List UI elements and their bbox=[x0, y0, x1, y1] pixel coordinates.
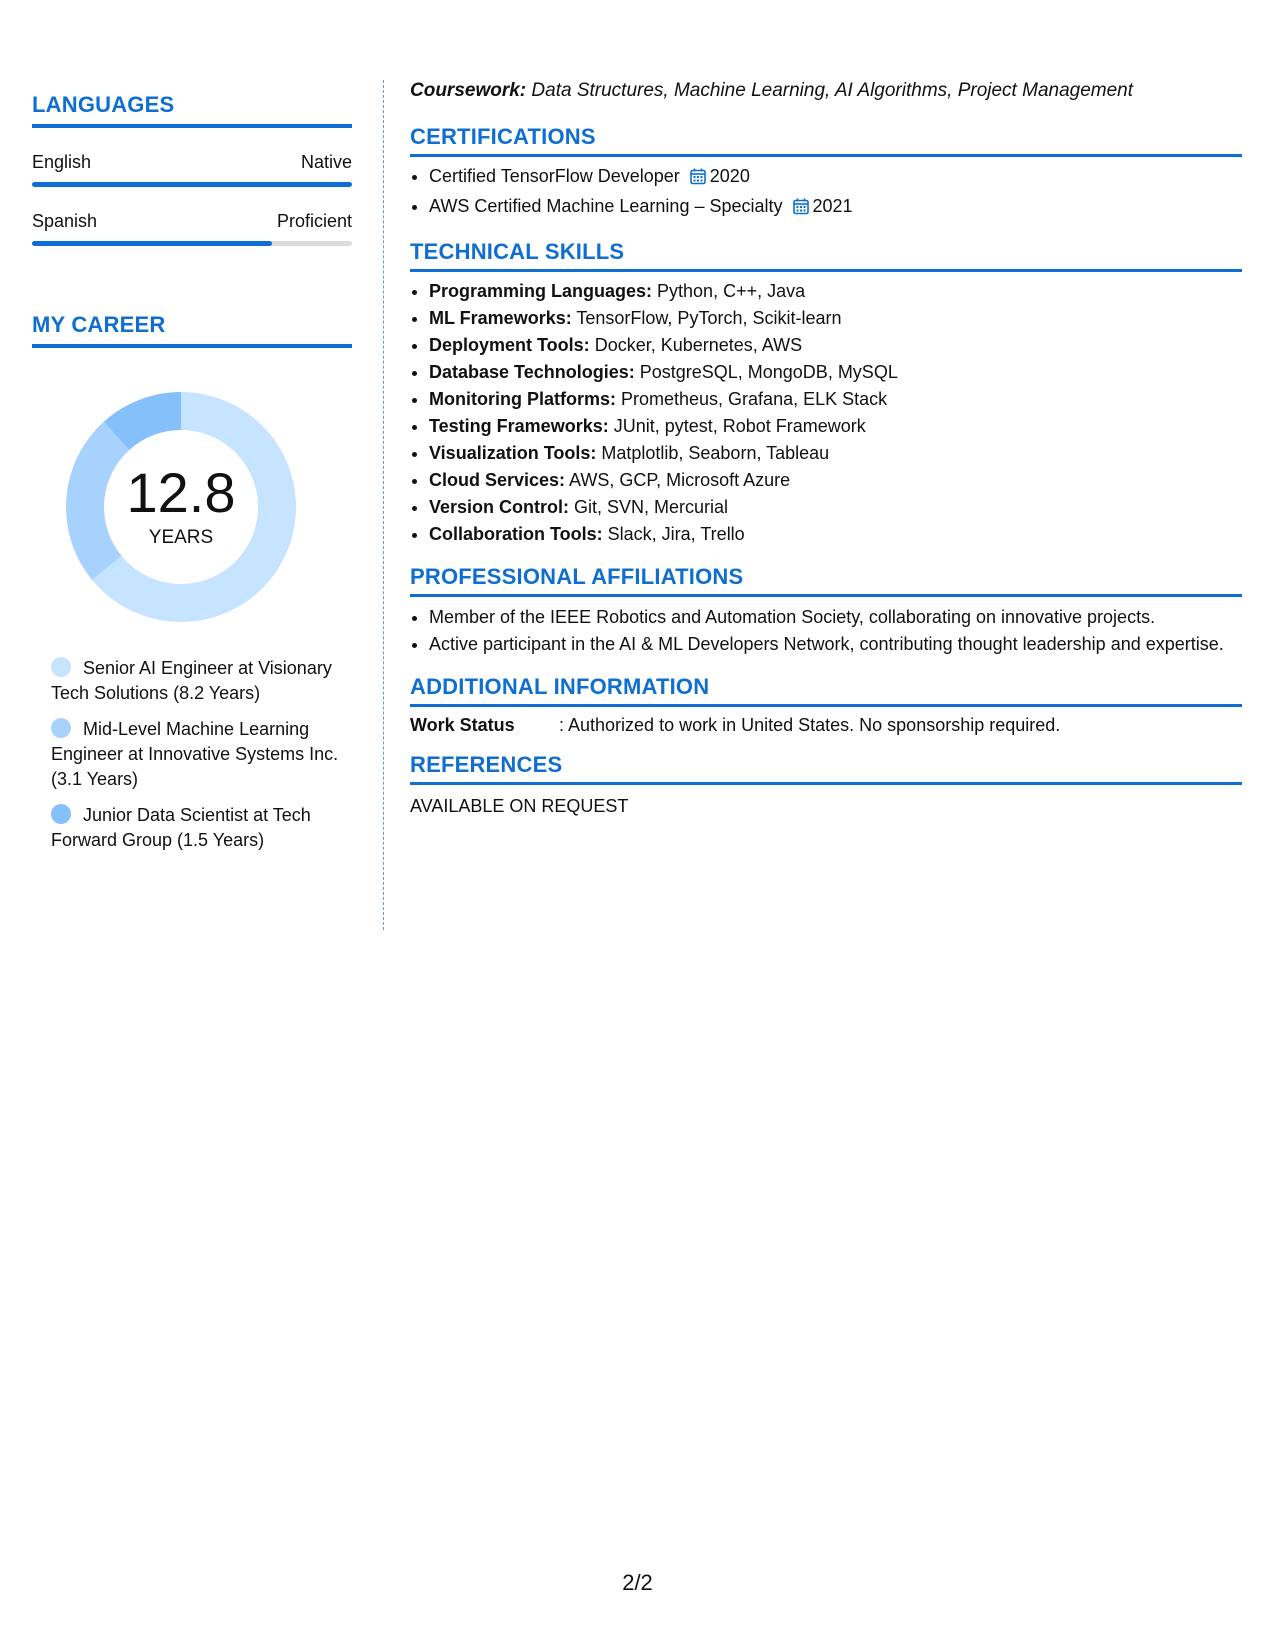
technical-skills-section bbox=[410, 239, 1242, 548]
career-title: MY CAREER bbox=[32, 312, 352, 348]
language-proficiency-bar bbox=[32, 241, 352, 246]
career-donut-chart bbox=[66, 392, 296, 622]
calendar-icon bbox=[690, 166, 706, 193]
career-role-label: Senior AI Engineer at Visionary Tech Solutions (8.2 Years) bbox=[51, 658, 332, 703]
skill-label: ML Frameworks: bbox=[429, 308, 572, 328]
skill-label: Cloud Services: bbox=[429, 470, 566, 490]
affiliation-item: • Active participant in the AI & ML Developers Network, contributing thought leadership and expertise. bbox=[429, 632, 1242, 656]
skill-value: Slack, Jira, Trello bbox=[602, 524, 745, 544]
column-divider bbox=[383, 80, 384, 930]
skill-label: Programming Languages: bbox=[429, 281, 653, 301]
career-role-label: Junior Data Scientist at Tech Forward Group (1.5 Years) bbox=[51, 805, 311, 850]
skill-value: Python, C++, Java bbox=[652, 281, 806, 301]
certification-item bbox=[429, 193, 1242, 223]
skill-item bbox=[429, 521, 1242, 548]
certifications-list bbox=[410, 163, 1242, 223]
skill-label: Database Technologies: bbox=[429, 362, 635, 382]
skill-item bbox=[429, 332, 1242, 359]
technical-skills-title: TECHNICAL SKILLS bbox=[410, 239, 1242, 272]
calendar-icon bbox=[793, 196, 809, 223]
skill-item bbox=[429, 440, 1242, 467]
certification-name: AWS Certified Machine Learning – Specialty bbox=[429, 196, 783, 216]
left-column bbox=[32, 92, 352, 864]
page-number: 2/2 bbox=[622, 1570, 653, 1595]
coursework-text: Data Structures, Machine Learning, AI Algorithms, Project Management bbox=[526, 80, 1134, 101]
languages-section bbox=[32, 92, 352, 246]
career-legend-item bbox=[51, 656, 341, 706]
additional-info-title: ADDITIONAL INFORMATION bbox=[410, 674, 1242, 707]
skill-label: Monitoring Platforms: bbox=[429, 389, 616, 409]
skill-item bbox=[429, 305, 1242, 332]
skill-item bbox=[429, 359, 1242, 386]
skill-value: TensorFlow, PyTorch, Scikit-learn bbox=[571, 308, 842, 328]
language-proficiency-fill bbox=[32, 241, 272, 246]
skill-label: Testing Frameworks: bbox=[429, 416, 609, 436]
language-proficiency-fill bbox=[32, 182, 352, 187]
references-title: REFERENCES bbox=[410, 752, 1242, 785]
affiliations-section bbox=[410, 564, 1242, 656]
certification-year: 2021 bbox=[812, 196, 853, 216]
additional-info-section bbox=[410, 674, 1242, 736]
certification-name: Certified TensorFlow Developer bbox=[429, 166, 680, 186]
skill-item bbox=[429, 467, 1242, 494]
language-name: Spanish bbox=[32, 211, 98, 231]
skill-item bbox=[429, 413, 1242, 440]
skill-item bbox=[429, 386, 1242, 413]
legend-dot-icon bbox=[51, 718, 71, 738]
work-status-row bbox=[410, 715, 1242, 736]
languages-title: LANGUAGES bbox=[32, 92, 352, 128]
technical-skills-list bbox=[410, 278, 1242, 548]
certification-year: 2020 bbox=[709, 166, 750, 186]
career-total-unit: YEARS bbox=[148, 527, 214, 548]
language-level: Proficient bbox=[276, 211, 352, 231]
career-total-years: 12.8 bbox=[126, 461, 236, 524]
language-proficiency-bar bbox=[32, 182, 352, 187]
language-name: English bbox=[32, 152, 92, 172]
certifications-title: CERTIFICATIONS bbox=[410, 124, 1242, 157]
career-legend-item bbox=[51, 717, 341, 792]
career-section bbox=[32, 312, 352, 853]
work-status-value: : Authorized to work in United States. No sponsorship required. bbox=[559, 715, 1061, 735]
skill-label: Version Control: bbox=[429, 497, 570, 517]
references-text: AVAILABLE ON REQUEST bbox=[410, 796, 629, 816]
career-legend-item bbox=[51, 803, 341, 853]
affiliation-item: • Member of the IEEE Robotics and Automation Society, collaborating on innovative projects. bbox=[429, 605, 1242, 629]
right-column bbox=[410, 80, 1242, 817]
work-status-label: Work Status bbox=[410, 715, 515, 735]
coursework-label: Coursework: bbox=[410, 80, 527, 101]
legend-dot-icon bbox=[51, 804, 71, 824]
skill-value: PostgreSQL, MongoDB, MySQL bbox=[634, 362, 898, 382]
affiliations-list bbox=[410, 605, 1242, 656]
certifications-section bbox=[410, 124, 1242, 223]
skill-item bbox=[429, 494, 1242, 521]
skill-value: Docker, Kubernetes, AWS bbox=[589, 335, 803, 355]
language-level: Native bbox=[300, 152, 352, 172]
skill-value: Matplotlib, Seaborn, Tableau bbox=[596, 443, 830, 463]
skill-item bbox=[429, 278, 1242, 305]
skill-label: Deployment Tools: bbox=[429, 335, 590, 355]
skill-value: JUnit, pytest, Robot Framework bbox=[608, 416, 866, 436]
career-role-label: Mid-Level Machine Learning Engineer at Innovative Systems Inc. (3.1 Years) bbox=[51, 719, 339, 789]
legend-dot-icon bbox=[51, 657, 71, 677]
coursework-line bbox=[410, 80, 1242, 102]
affiliations-title: PROFESSIONAL AFFILIATIONS bbox=[410, 564, 1242, 597]
skill-label: Collaboration Tools: bbox=[429, 524, 603, 544]
skill-value: Git, SVN, Mercurial bbox=[569, 497, 729, 517]
skill-value: AWS, GCP, Microsoft Azure bbox=[565, 470, 791, 490]
references-section bbox=[410, 752, 1242, 817]
language-item bbox=[32, 211, 352, 246]
certification-item bbox=[429, 163, 1242, 193]
career-legend bbox=[51, 656, 341, 853]
skill-value: Prometheus, Grafana, ELK Stack bbox=[616, 389, 888, 409]
skill-label: Visualization Tools: bbox=[429, 443, 597, 463]
language-item bbox=[32, 152, 352, 187]
